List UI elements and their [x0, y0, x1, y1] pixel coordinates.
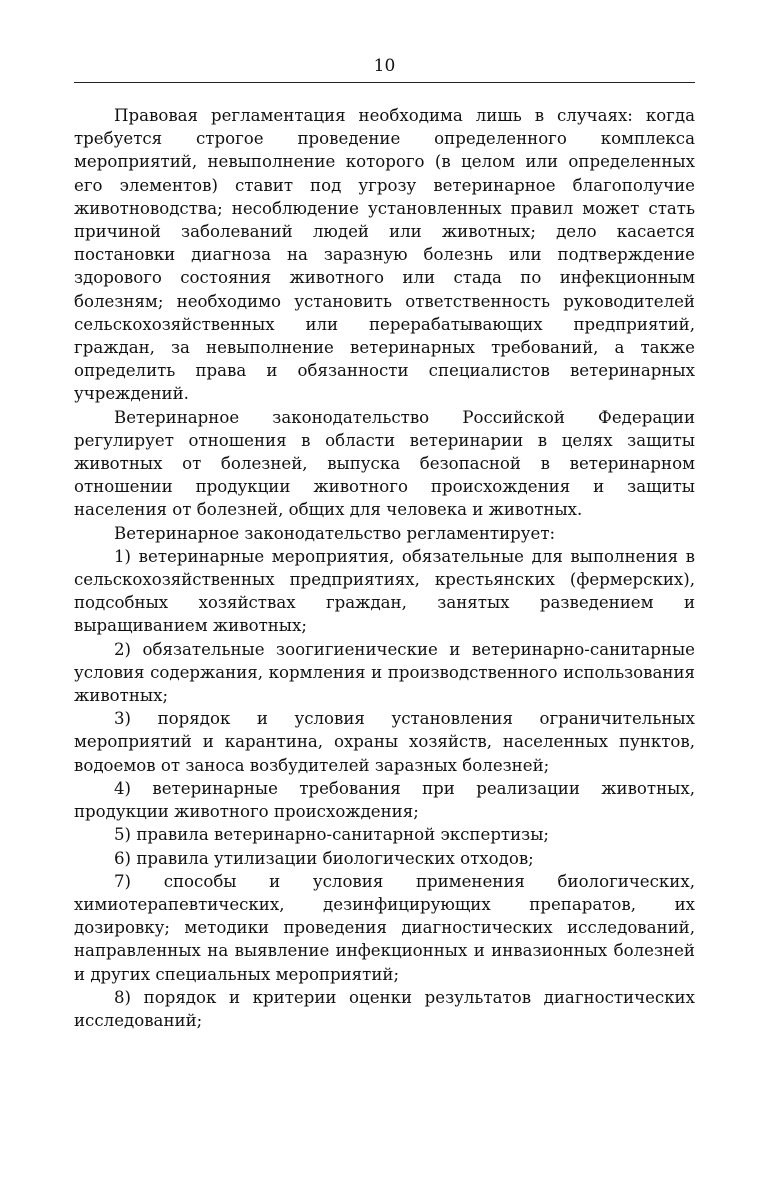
list-item-number: 4)	[114, 778, 132, 798]
list-item	[74, 777, 695, 823]
list-item-text: ветеринарные требования при реализации животных, продукции животного происхождения;	[74, 778, 695, 822]
list-item-text: способы и условия применения биологических, химиотерапевтических, дезинфицирующих препаратов, их дозировку; методики проведения диагностических исследований, направленных на выявление инфекционных и инвазионных болезней и других специальных мероприятий;	[74, 871, 695, 984]
list-item-number: 7)	[114, 871, 132, 891]
paragraph-legal-regulation: Правовая регламентация необходима лишь в случаях: когда требуется строгое проведение определенного комплекса мероприятий, невыполнение которого (в целом или определенных его элементов) ставит под угрозу ветеринарное благополучие животноводства; несоблюдение установленных правил может стать причиной заболеваний людей или животных; дело касается постановки диагноза на заразную болезнь или подтверждение здорового состояния животного или стада по инфекционным болезням; необходимо установить ответственность руководителей сельскохозяйственных или перерабатывающих предприятий, граждан, за невыполнение ветеринарных требований, а также определить права и обязанности специалистов ветеринарных учреждений.	[74, 106, 695, 404]
list-item	[74, 823, 695, 846]
book-page	[74, 54, 695, 1032]
list-item-number: 8)	[114, 987, 132, 1007]
header-rule	[74, 82, 695, 83]
list-item-number: 6)	[114, 848, 132, 868]
list-item-text: правила ветеринарно-санитарной экспертизы;	[136, 825, 550, 845]
list-item	[74, 638, 695, 708]
paragraph-veterinary-legislation: Ветеринарное законодательство Российской Федерации регулирует отношения в области ветеринарии в целях защиты животных от болезней, выпуска безопасной в ветеринарном отношении продукции животного происхождения и защиты населения от болезней, общих для человека и животных.	[74, 407, 695, 520]
list-item-text: порядок и критерии оценки результатов диагностических исследований;	[74, 987, 695, 1030]
list-item-number: 2)	[114, 639, 132, 659]
paragraph-list-intro: Ветеринарное законодательство регламентирует:	[114, 523, 556, 543]
list-item	[74, 870, 695, 986]
list-item-number: 5)	[114, 825, 132, 845]
list-item-text: ветеринарные мероприятия, обязательные для выполнения в сельскохозяйственных предприятиях, крестьянских (фермерских), подсобных хозяйствах граждан, занятых разведением и выращиванием животных;	[74, 546, 695, 636]
page-body	[74, 104, 695, 1032]
list-item-number: 1)	[114, 546, 132, 566]
list-item-number: 3)	[114, 709, 132, 729]
page-number: 10	[373, 56, 396, 76]
list-item	[74, 545, 695, 638]
list-item	[74, 707, 695, 777]
list-item	[74, 847, 695, 870]
list-item-text: обязательные зоогигиенические и ветеринарно-санитарные условия содержания, кормления и производственного использования животных;	[74, 639, 695, 706]
list-item	[74, 986, 695, 1032]
list-item-text: правила утилизации биологических отходов;	[136, 848, 534, 868]
list-item-text: порядок и условия установления ограничительных мероприятий и карантина, охраны хозяйств, населенных пунктов, водоемов от заноса возбудителей заразных болезней;	[74, 709, 696, 775]
